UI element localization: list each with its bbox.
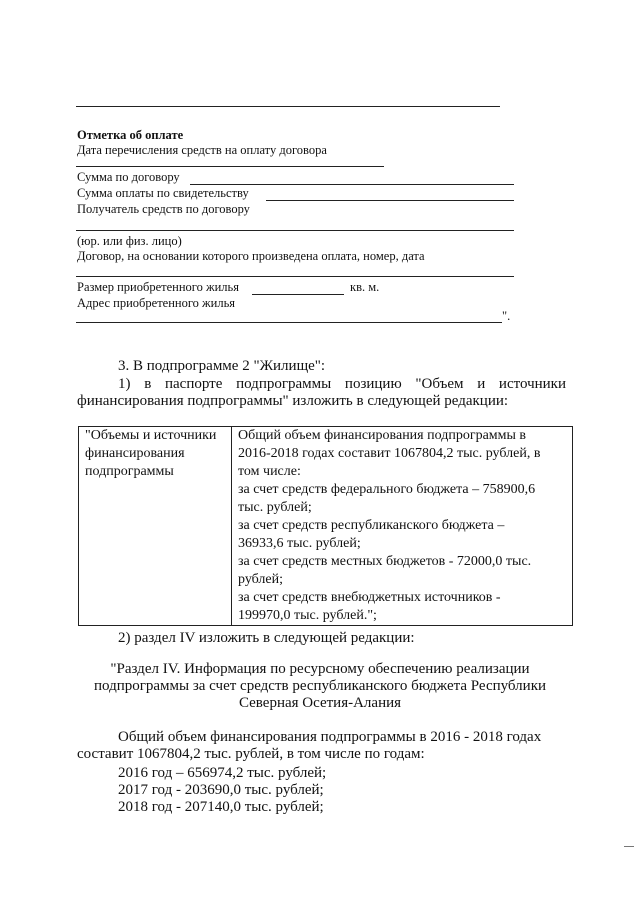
housing-size-unit: кв. м. [350,280,380,294]
table-right-line: за счет средств федерального бюджета – 758900,6 [238,482,536,497]
item-2-heading: 2) раздел IV изложить в следующей редакции: [118,630,415,646]
table-right-line: 199970,0 тыс. рублей."; [238,608,377,623]
transfer-date-field [76,166,384,167]
section-heading-line2: подпрограммы за счет средств республиканского бюджета Республики [93,678,547,694]
housing-address-field [76,322,502,323]
recipient-field [76,230,514,231]
table-right-line: за счет средств внебюджетных источников - [238,590,501,605]
housing-address-label: Адрес приобретенного жилья [77,296,236,310]
table-cell-left [79,427,232,626]
item-3-1-line2: финансирования подпрограммы" изложить в следующей редакции: [77,393,509,409]
closing-quote: ". [502,309,511,323]
housing-size-label: Размер приобретенного жилья [77,280,239,294]
table-right-line: 36933,6 тыс. рублей; [238,536,361,551]
top-rule [76,106,500,107]
item-3-1-line1: 1) в паспорте подпрограммы позицию "Объем и источники [118,376,566,392]
certificate-sum-field [266,200,514,201]
table-right-line: тыс. рублей; [238,500,312,515]
section-heading-line1: "Раздел IV. Информация по ресурсному обеспечению реализации [110,661,530,677]
total-funding-line1: Общий объем финансирования подпрограммы в 2016 - 2018 годах [118,729,542,745]
year-2018-line: 2018 год - 207140,0 тыс. рублей; [118,799,324,815]
housing-size-field [252,294,344,295]
table-right-line: Общий объем финансирования подпрограммы в [238,428,527,443]
transfer-date-label: Дата перечисления средств на оплату договора [77,143,327,157]
year-2017-line: 2017 год - 203690,0 тыс. рублей; [118,782,324,798]
contract-sum-label: Сумма по договору [77,170,180,184]
item-3-heading: 3. В подпрограмме 2 "Жилище": [118,358,326,374]
entity-type-note: (юр. или физ. лицо) [77,234,182,248]
contract-basis-field [76,276,514,277]
table-row [79,427,573,626]
table-right-line: за счет средств местных бюджетов - 72000,0 тыс. [238,554,532,569]
table-left-line: "Объемы и источники [85,428,217,443]
table-right-line: рублей; [238,572,283,587]
payment-title: Отметка об оплате [77,128,184,142]
table-right-line: 2016-2018 годах составит 1067804,2 тыс. рублей, в [238,446,541,461]
table-right-line: за счет средств республиканского бюджета – [238,518,505,533]
contract-basis-label: Договор, на основании которого произведена оплата, номер, дата [77,249,425,263]
year-2016-line: 2016 год – 656974,2 тыс. рублей; [118,765,327,781]
table-right-line: том числе: [238,464,301,479]
table-left-line: подпрограммы [85,464,174,479]
certificate-sum-label: Сумма оплаты по свидетельству [77,186,249,200]
scan-edge-mark [624,846,634,847]
section-heading-line3: Северная Осетия-Алания [238,695,402,711]
recipient-label: Получатель средств по договору [77,202,250,216]
table-left-line: финансирования [85,446,185,461]
total-funding-line2: составит 1067804,2 тыс. рублей, в том числе по годам: [77,746,425,762]
program-funding-table [78,426,573,626]
table-cell-right [232,427,573,626]
contract-sum-field [190,184,514,185]
